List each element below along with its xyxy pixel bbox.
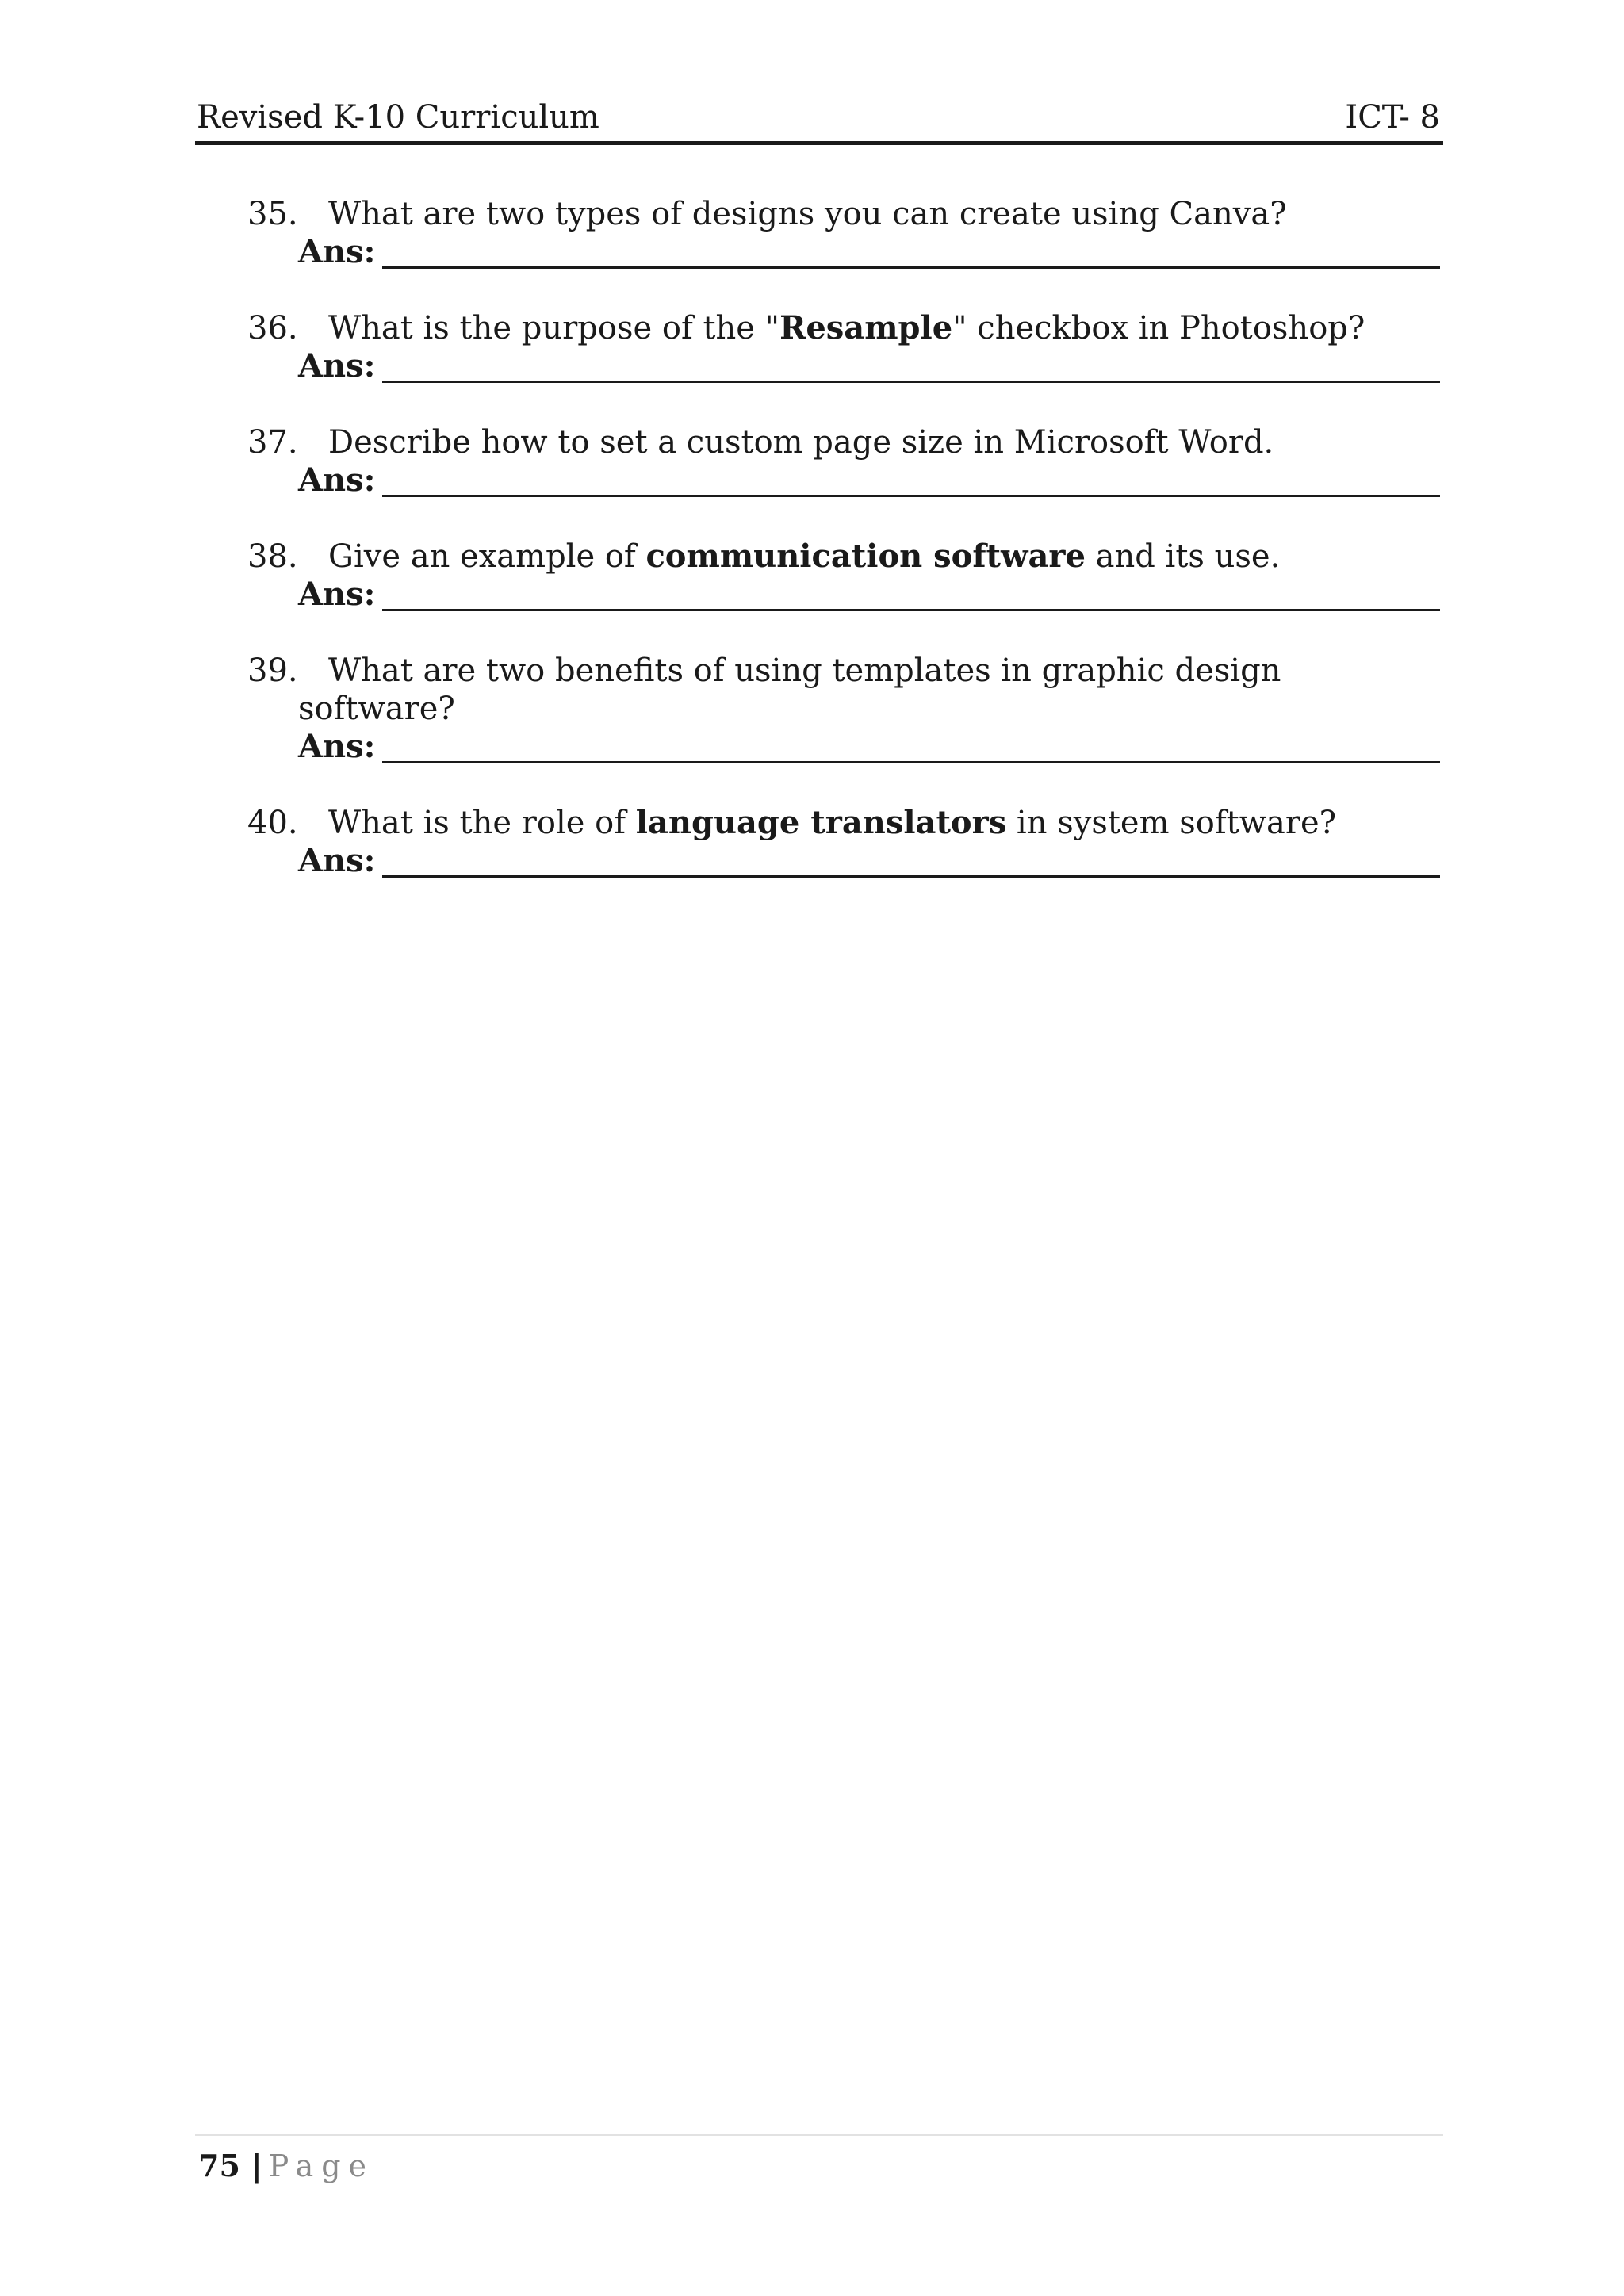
question-keyword: communication software <box>645 538 1086 575</box>
answer-line <box>382 495 1440 497</box>
question-body-line2: software? <box>298 691 455 727</box>
answer-line <box>382 381 1440 383</box>
answer-row <box>195 576 1443 614</box>
page-number: 75 <box>198 2148 240 2183</box>
header-subject-label: ICT- 8 <box>1345 99 1440 136</box>
page-footer <box>195 2134 1443 2183</box>
answer-label: Ans: <box>298 728 376 765</box>
question-38 <box>195 538 1443 614</box>
question-40 <box>195 804 1443 880</box>
answer-line <box>382 266 1440 269</box>
question-number: 37. <box>247 424 298 461</box>
question-text-continued <box>195 690 1443 728</box>
question-39 <box>195 652 1443 766</box>
question-text <box>195 423 1443 461</box>
question-number: 36. <box>247 310 298 346</box>
question-36 <box>195 309 1443 385</box>
question-body-line1: What are two benefits of using templates in graphic design <box>328 652 1281 689</box>
question-body-start: What is the role of <box>328 805 636 841</box>
question-body-start: Give an example of <box>328 538 646 575</box>
question-body: What are two types of designs you can create using Canva? <box>328 196 1287 232</box>
answer-row <box>195 347 1443 385</box>
question-number: 39. <box>247 652 298 689</box>
answer-line <box>382 875 1440 878</box>
page-word: Page <box>268 2149 375 2183</box>
answer-line <box>382 761 1440 763</box>
answer-row <box>195 842 1443 880</box>
question-keyword: Resample <box>779 309 953 346</box>
question-text <box>195 538 1443 576</box>
question-body-end: and its use. <box>1085 538 1281 575</box>
question-37 <box>195 423 1443 499</box>
answer-row <box>195 728 1443 766</box>
question-list <box>195 195 1443 918</box>
answer-row <box>195 461 1443 499</box>
footer-separator: | <box>251 2148 262 2183</box>
answer-label: Ans: <box>298 576 376 613</box>
question-body: Describe how to set a custom page size in Microsoft Word. <box>328 424 1274 461</box>
question-keyword: language translators <box>635 804 1007 841</box>
question-body-end: in system software? <box>1006 805 1337 841</box>
page-header <box>195 95 1443 145</box>
question-text <box>195 652 1443 690</box>
question-text <box>195 804 1443 842</box>
answer-label: Ans: <box>298 233 376 270</box>
question-text <box>195 309 1443 347</box>
question-body-end: " checkbox in Photoshop? <box>952 310 1365 346</box>
question-body-start: What is the purpose of the " <box>328 310 780 346</box>
question-35 <box>195 195 1443 271</box>
question-text <box>195 195 1443 233</box>
answer-line <box>382 609 1440 611</box>
answer-label: Ans: <box>298 347 376 385</box>
answer-label: Ans: <box>298 461 376 499</box>
question-number: 40. <box>247 805 298 841</box>
question-number: 38. <box>247 538 298 575</box>
answer-row <box>195 233 1443 271</box>
question-number: 35. <box>247 196 298 232</box>
page-indicator <box>198 2147 374 2185</box>
header-curriculum-title: Revised K-10 Curriculum <box>197 99 599 136</box>
answer-label: Ans: <box>298 842 376 879</box>
